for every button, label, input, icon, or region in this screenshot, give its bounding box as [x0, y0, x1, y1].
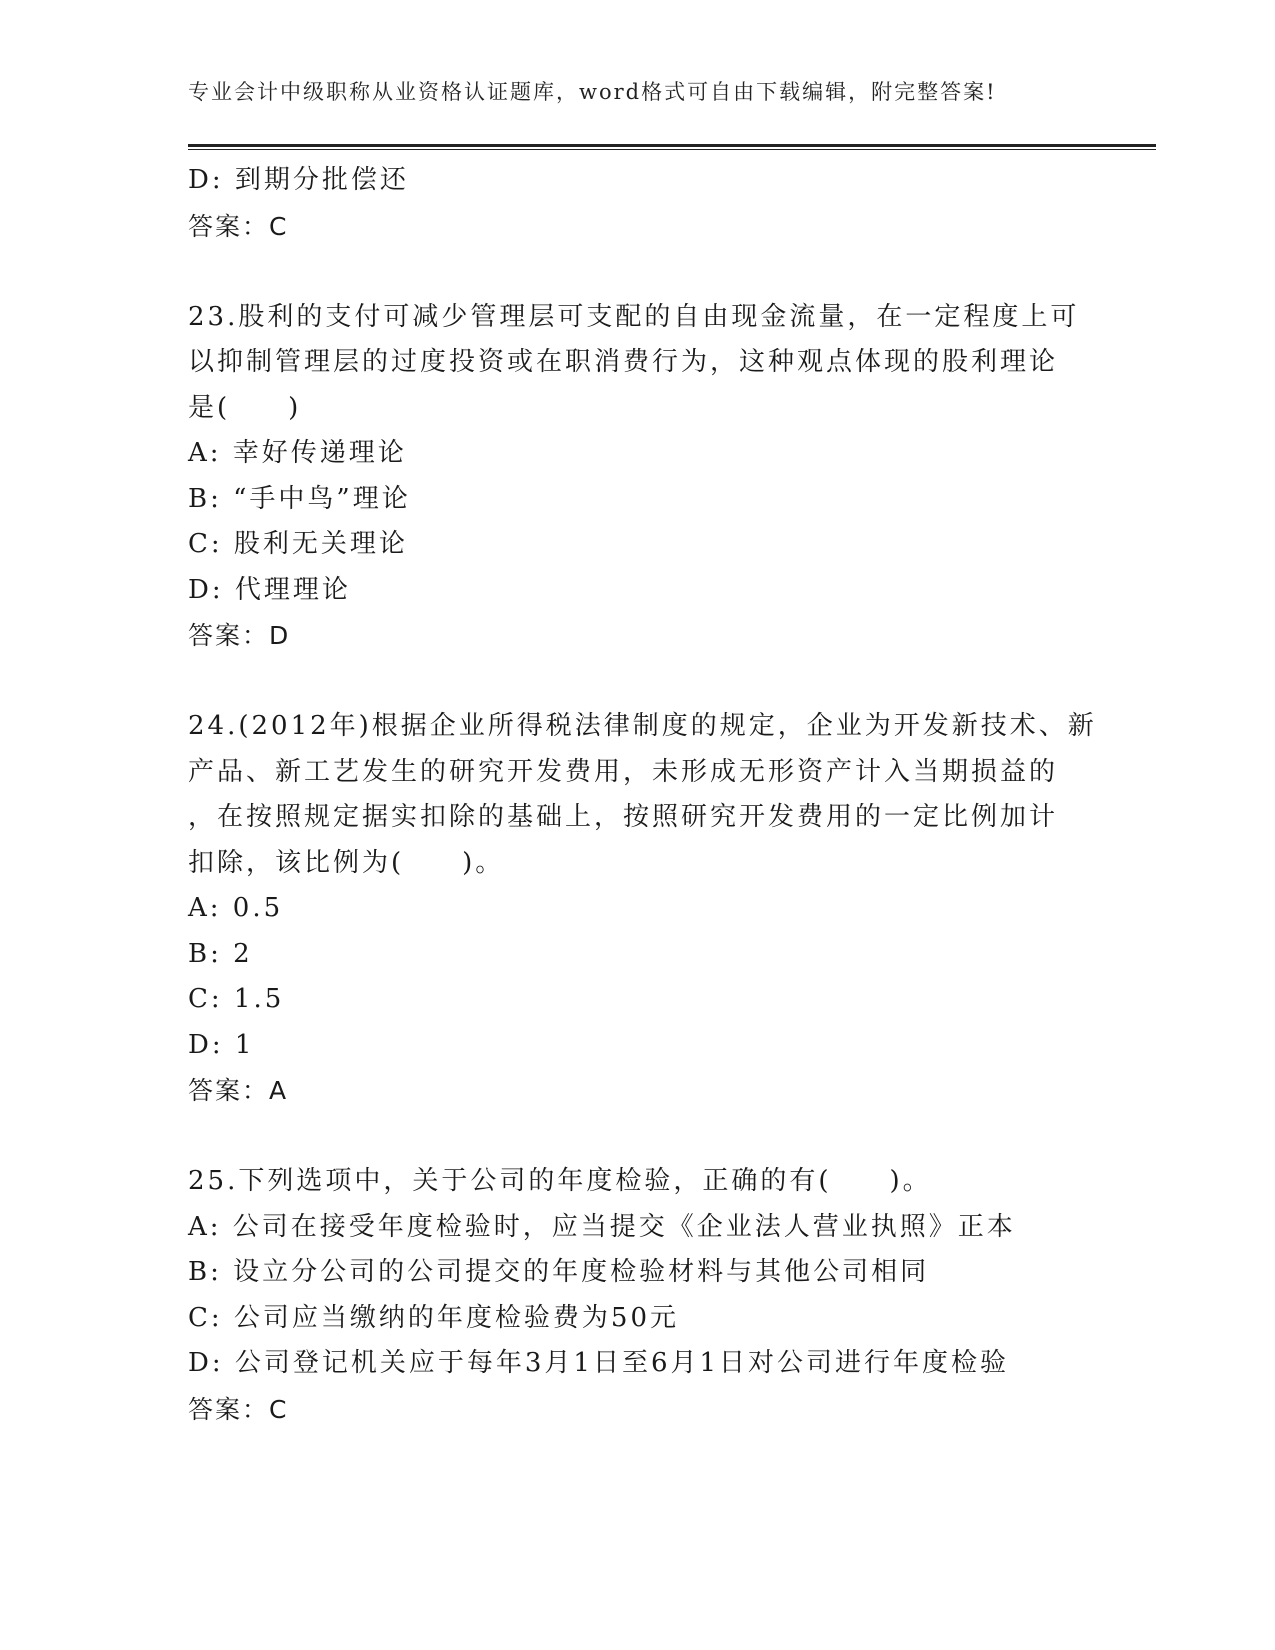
q22-option-d: D: 到期分批偿还 — [188, 165, 409, 195]
q24-option-a: A: 0.5 — [188, 893, 284, 923]
q24-stem-line: ，在按照规定据实扣除的基础上，按照研究开发费用的一定比例加计 — [188, 802, 1059, 832]
q23-option-a: A: 幸好传递理论 — [188, 438, 407, 468]
q25-stem-line: 25.下列选项中，关于公司的年度检验，正确的有( )。 — [188, 1166, 932, 1196]
header-divider — [188, 144, 1156, 150]
q25-option-d: D: 公司登记机关应于每年3月1日至6月1日对公司进行年度检验 — [188, 1348, 1010, 1378]
q24-answer: 答案：A — [188, 1076, 289, 1105]
q23-option-b: B: “手中鸟”理论 — [188, 483, 411, 514]
question-23 — [188, 295, 1088, 659]
q23-answer: 答案：D — [188, 621, 291, 650]
q24-stem-line: 24.(2012年)根据企业所得税法律制度的规定，企业为开发新技术、新 — [188, 711, 1097, 741]
question-25 — [188, 1159, 1088, 1432]
q23-stem-line: 是( ) — [188, 392, 302, 423]
question-24 — [188, 704, 1097, 1114]
q24-option-d: D: 1 — [188, 1029, 255, 1060]
q24-option-b: B: 2 — [188, 938, 253, 969]
q22-answer: 答案：C — [188, 211, 289, 241]
q25-option-a: A: 公司在接受年度检验时，应当提交《企业法人营业执照》正本 — [188, 1211, 1016, 1242]
q24-option-c: C: 1.5 — [188, 984, 285, 1014]
spacer — [188, 249, 1088, 295]
q24-stem-line: 产品、新工艺发生的研究开发费用，未形成无形资产计入当期损益的 — [188, 756, 1059, 787]
q25-option-c: C: 公司应当缴纳的年度检验费为50元 — [188, 1302, 680, 1333]
document-body — [188, 158, 1097, 1432]
page-header: 专业会计中级职称从业资格认证题库，word格式可自由下载编辑，附完整答案! — [188, 80, 997, 104]
q23-stem-line: 23.股利的支付可减少管理层可支配的自由现金流量，在一定程度上可 — [188, 301, 1080, 332]
q23-stem-line: 以抑制管理层的过度投资或在职消费行为，这种观点体现的股利理论 — [188, 347, 1059, 377]
q25-option-b: B: 设立分公司的公司提交的年度检验材料与其他公司相同 — [188, 1257, 930, 1287]
question-22-tail — [188, 158, 1088, 249]
spacer — [188, 659, 1088, 705]
spacer — [188, 1114, 1088, 1160]
q23-option-c: C: 股利无关理论 — [188, 529, 408, 559]
q25-answer: 答案：C — [188, 1394, 289, 1424]
q24-stem-line: 扣除，该比例为( )。 — [188, 847, 505, 878]
q23-option-d: D: 代理理论 — [188, 574, 351, 605]
